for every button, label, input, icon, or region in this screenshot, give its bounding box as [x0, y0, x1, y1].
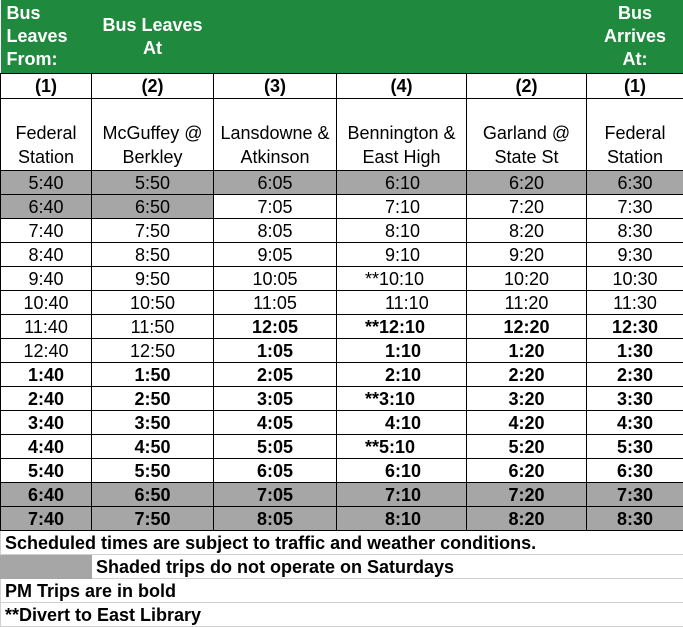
stop-name-line: Station: [587, 145, 683, 169]
header-line: Bus: [587, 2, 683, 25]
trip-time-cell: 7:20: [467, 483, 587, 507]
trip-time-cell: 2:05: [214, 363, 337, 387]
trip-time-cell: 7:50: [92, 219, 214, 243]
trip-time-cell: 12:05: [214, 315, 337, 339]
stop-number-cell: (1): [587, 74, 683, 99]
trip-time-cell: 7:05: [214, 483, 337, 507]
trip-row: [1, 315, 683, 339]
stop-name-line: East High: [337, 145, 466, 169]
trip-time-cell: 7:10: [337, 195, 467, 219]
trip-time-cell: 8:30: [587, 219, 683, 243]
header-line: Arrives: [587, 25, 683, 48]
trip-time-cell: 6:20: [467, 459, 587, 483]
header-middle-wrap: [98, 14, 208, 60]
trip-time-cell: 11:05: [214, 291, 337, 315]
trip-time-cell: 2:50: [92, 387, 214, 411]
trip-time-cell: **5:10: [337, 435, 467, 459]
trip-time-cell: 1:30: [587, 339, 683, 363]
trip-row: [1, 459, 683, 483]
stop-number-cell: (2): [467, 74, 587, 99]
trip-row: [1, 411, 683, 435]
trip-time-cell: 2:20: [467, 363, 587, 387]
note-row: [1, 555, 683, 579]
trip-time-cell: 10:05: [214, 267, 337, 291]
note-row: [1, 579, 683, 603]
trip-time-cell: **12:10: [337, 315, 467, 339]
header-line: At: [98, 37, 208, 60]
stop-name-line: Lansdowne &: [214, 121, 336, 145]
trip-time-cell: 11:10: [337, 291, 467, 315]
stop-name-row: [1, 99, 683, 171]
header-line: Bus: [7, 2, 92, 25]
trip-time-cell: 9:50: [92, 267, 214, 291]
trip-time-cell: **10:10: [337, 267, 467, 291]
trip-time-cell: 12:50: [92, 339, 214, 363]
trip-time-cell: 5:50: [92, 459, 214, 483]
header-line: Leaves: [7, 25, 92, 48]
trip-time-cell: 9:30: [587, 243, 683, 267]
trip-time-cell: 12:40: [1, 339, 92, 363]
trip-time-cell: 11:50: [92, 315, 214, 339]
trip-time-cell: 9:20: [467, 243, 587, 267]
trip-time-cell: 7:20: [467, 195, 587, 219]
trip-row: [1, 195, 683, 219]
trip-time-cell: 3:30: [587, 387, 683, 411]
stop-name-line: Station: [1, 145, 91, 169]
stop-name-line: Bennington &: [337, 121, 466, 145]
trip-time-cell: 6:20: [467, 171, 587, 195]
trip-row: [1, 507, 683, 531]
note-text: **Divert to East Library: [1, 603, 683, 627]
trip-time-cell: 11:40: [1, 315, 92, 339]
stop-name-cell: [214, 99, 337, 171]
trip-time-cell: 7:50: [92, 507, 214, 531]
trip-time-cell: 4:05: [214, 411, 337, 435]
stop-number-row: [1, 74, 683, 99]
trip-time-cell: 1:10: [337, 339, 467, 363]
trip-time-cell: 4:30: [587, 411, 683, 435]
stop-name-line: Garland @: [467, 121, 586, 145]
trip-time-cell: 3:50: [92, 411, 214, 435]
trip-row: [1, 171, 683, 195]
trip-time-cell: 1:20: [467, 339, 587, 363]
trip-row: [1, 219, 683, 243]
trip-time-cell: 1:05: [214, 339, 337, 363]
trip-time-cell: 11:30: [587, 291, 683, 315]
trip-time-cell: 8:20: [467, 507, 587, 531]
trip-time-cell: **3:10: [337, 387, 467, 411]
stop-name-line: State St: [467, 145, 586, 169]
stop-name-line: McGuffey @: [92, 121, 213, 145]
stop-name-cell: [467, 99, 587, 171]
stop-name-cell: [587, 99, 683, 171]
trip-time-cell: 8:10: [337, 507, 467, 531]
stop-name-line: Federal: [1, 121, 91, 145]
trip-time-cell: 1:50: [92, 363, 214, 387]
trip-time-cell: 6:40: [1, 195, 92, 219]
trip-time-cell: 7:40: [1, 219, 92, 243]
trip-row: [1, 291, 683, 315]
trip-time-cell: 8:05: [214, 507, 337, 531]
header-arrives-at: [587, 0, 683, 74]
trip-time-cell: 6:10: [337, 459, 467, 483]
header-line: Bus Leaves: [98, 14, 208, 37]
trip-time-cell: 5:40: [1, 171, 92, 195]
stop-number-cell: (4): [337, 74, 467, 99]
trip-time-cell: 12:20: [467, 315, 587, 339]
trip-time-cell: 5:20: [467, 435, 587, 459]
trip-time-cell: 5:40: [1, 459, 92, 483]
trip-time-cell: 8:20: [467, 219, 587, 243]
trip-time-cell: 9:10: [337, 243, 467, 267]
trip-time-cell: 6:05: [214, 459, 337, 483]
trip-time-cell: 4:40: [1, 435, 92, 459]
trip-time-cell: 7:30: [587, 483, 683, 507]
trip-time-cell: 6:40: [1, 483, 92, 507]
trip-time-cell: 6:30: [587, 171, 683, 195]
trip-time-cell: 1:40: [1, 363, 92, 387]
trip-time-cell: 4:50: [92, 435, 214, 459]
trip-time-cell: 4:10: [337, 411, 467, 435]
trip-time-cell: 7:30: [587, 195, 683, 219]
note-text: Shaded trips do not operate on Saturdays: [92, 555, 683, 579]
trip-row: [1, 339, 683, 363]
trip-time-cell: 8:10: [337, 219, 467, 243]
header-leaves-at: [92, 0, 587, 74]
trip-time-cell: 10:50: [92, 291, 214, 315]
header-leaves-from: [1, 0, 92, 74]
header-line: At:: [587, 48, 683, 71]
trip-time-cell: 8:50: [92, 243, 214, 267]
shade-swatch: [1, 555, 92, 579]
trip-time-cell: 6:10: [337, 171, 467, 195]
stop-number-cell: (1): [1, 74, 92, 99]
trip-time-cell: 7:40: [1, 507, 92, 531]
trip-time-cell: 5:05: [214, 435, 337, 459]
stop-number-cell: (2): [92, 74, 214, 99]
note-row: [1, 531, 683, 555]
stop-name-cell: [337, 99, 467, 171]
trip-time-cell: 8:05: [214, 219, 337, 243]
trip-time-cell: 2:30: [587, 363, 683, 387]
trip-time-cell: 8:40: [1, 243, 92, 267]
trip-time-cell: 7:10: [337, 483, 467, 507]
trip-time-cell: 5:50: [92, 171, 214, 195]
stop-name-cell: [1, 99, 92, 171]
trip-time-cell: 11:20: [467, 291, 587, 315]
trip-time-cell: 12:30: [587, 315, 683, 339]
trip-row: [1, 363, 683, 387]
trip-time-cell: 7:05: [214, 195, 337, 219]
trip-time-cell: 8:30: [587, 507, 683, 531]
trip-time-cell: 10:40: [1, 291, 92, 315]
trip-time-cell: 3:40: [1, 411, 92, 435]
trip-row: [1, 243, 683, 267]
note-text: Scheduled times are subject to traffic and weather conditions.: [1, 531, 683, 555]
trip-time-cell: 9:40: [1, 267, 92, 291]
stop-number-cell: (3): [214, 74, 337, 99]
trip-time-cell: 2:40: [1, 387, 92, 411]
stop-name-line: Atkinson: [214, 145, 336, 169]
trip-time-cell: 6:50: [92, 195, 214, 219]
stop-name-cell: [92, 99, 214, 171]
trip-time-cell: 6:30: [587, 459, 683, 483]
note-row: [1, 603, 683, 627]
trip-time-cell: 6:50: [92, 483, 214, 507]
trip-time-cell: 6:05: [214, 171, 337, 195]
header-line: From:: [7, 48, 92, 71]
trip-time-cell: 10:30: [587, 267, 683, 291]
header-row: [1, 0, 683, 74]
trip-time-cell: 2:10: [337, 363, 467, 387]
trip-time-cell: 9:05: [214, 243, 337, 267]
trip-time-cell: 3:05: [214, 387, 337, 411]
trip-row: [1, 435, 683, 459]
trip-time-cell: 4:20: [467, 411, 587, 435]
trip-row: [1, 267, 683, 291]
stop-name-line: Berkley: [92, 145, 213, 169]
stop-name-line: Federal: [587, 121, 683, 145]
trip-time-cell: 5:30: [587, 435, 683, 459]
trip-time-cell: 3:20: [467, 387, 587, 411]
note-text: PM Trips are in bold: [1, 579, 683, 603]
trip-time-cell: 10:20: [467, 267, 587, 291]
trip-row: [1, 387, 683, 411]
trip-row: [1, 483, 683, 507]
